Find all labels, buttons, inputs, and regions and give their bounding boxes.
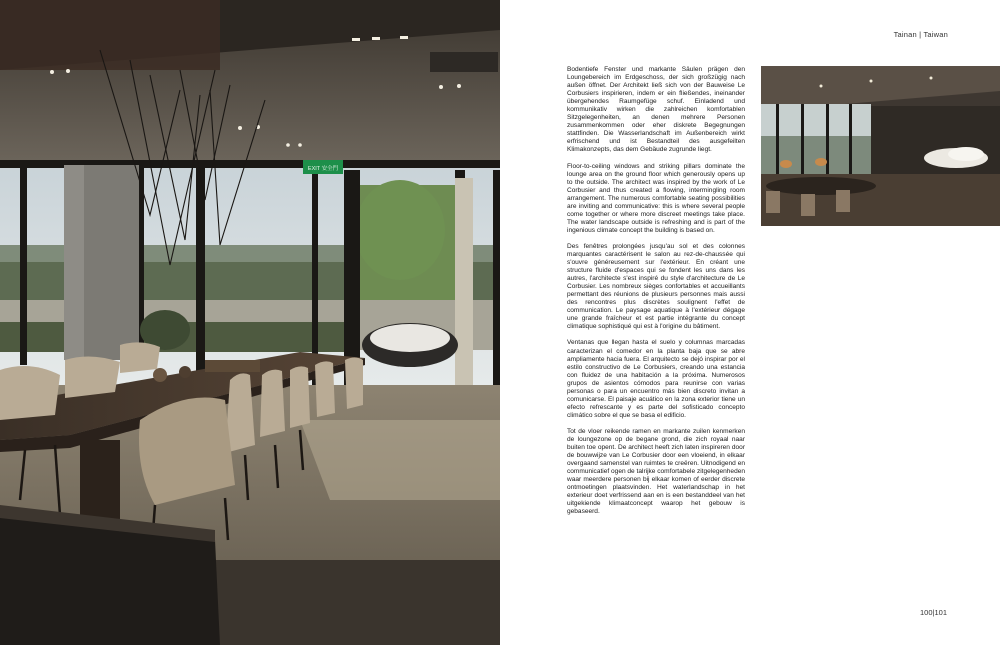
paragraph-english: Floor-to-ceiling windows and striking pillars dominate the lounge area on the ground floor which generously opens up to the outside. The architect was inspired by the work of Le Corbusier and thus created a flowing, intermingling room arrangement. The numerous comfortable seating possibilities are inviting and communicative: this is where several people come together or where more discreet meetings take place. The water landscape outside is refreshing and is part of the ingenious climate concept the building is based on. (567, 162, 745, 234)
paragraph-spanish: Ventanas que llegan hasta el suelo y columnas marcadas caracterizan el comedor en la planta baja que se abre ampliamente hacia fuera. El arquitecto se dejó inspirar por el estilo constructivo de Le Corbusiers, creando una estancia con fluidez de una habitación a la próxima. Numerosos grupos de asientos cómodos para reunirse con varias personas o para un encuentro más bien discreto invitan a comunicarse. El paisaje acuático en la zona exterior tiene un efecto refrescante y es parte del sofisticado concepto climático sobre el que se basa el edificio. (567, 339, 745, 419)
lounge-photo (761, 66, 1000, 226)
page-numbers: 100|101 (920, 608, 947, 617)
exit-sign: EXIT 安全門 (307, 166, 339, 172)
paragraph-german: Bodentiefe Fenster und markante Säulen prägen den Loungebereich im Erdgeschoss, der sich großzügig nach außen öffnet. Der Architekt ließ sich von der Bauweise Le Corbusiers inspirieren, indem er ein fließendes, ineinander übergehendes Raumgefüge schuf. Einladend und kommunikativ wirken die zahlreichen komfortablen Sitzgelegenheiten, an denen mehrere Personen zusammenkommen oder eher diskrete Begegnungen stattfinden. Die Wasserlandschaft im Außenbereich wirkt erfrischend und ist Bestandteil des ausgefeilten Klimakonzepts, das dem Gebäude zugrunde liegt. (567, 66, 745, 154)
paragraph-dutch: Tot de vloer reikende ramen en markante zuilen kenmerken de loungezone op de begane grond, die zich royaal naar buiten toe opent. De architect heeft zich laten inspireren door de bouwwijze van Le Corbusier door een vloeiend, in elkaar overgaand samenstel van ruimtes te creëren. Uitnodigend en communicatief ogen de talrijke comfortabele zitgelegenheden waar meerdere personen bij elkaar komen of eerder discrete ontmoetingen plaatsvinden. Het waterlandschap in het exterieur doet verfrissend aan en is een bestanddeel van het uitgekiende klimaatconcept waarop het gebouw is gebaseerd. (567, 427, 745, 516)
article-text-column (567, 66, 745, 524)
location-label: Tainan | Taiwan (893, 30, 948, 39)
paragraph-french: Des fenêtres prolongées jusqu'au sol et des colonnes marquantes caractérisent le salon au rez-de-chaussée qui s'ouvre généreusement sur l'extérieur. En créant une structure fluide d'espaces qui se fondent les uns dans les autres, l'architecte s'est inspiré du style d'architecture de Le Corbusier. Les nombreux sièges confortables et accueillants permettant des réunions de plusieurs personnes mais aussi des rencontres plus discrètes soulignent l'effet de communication. Le paysage aquatique à l'extérieur dégage une grande fraîcheur et est partie intégrante du concept climatique sophistiqué qui est à l'origine du bâtiment. (567, 242, 745, 331)
